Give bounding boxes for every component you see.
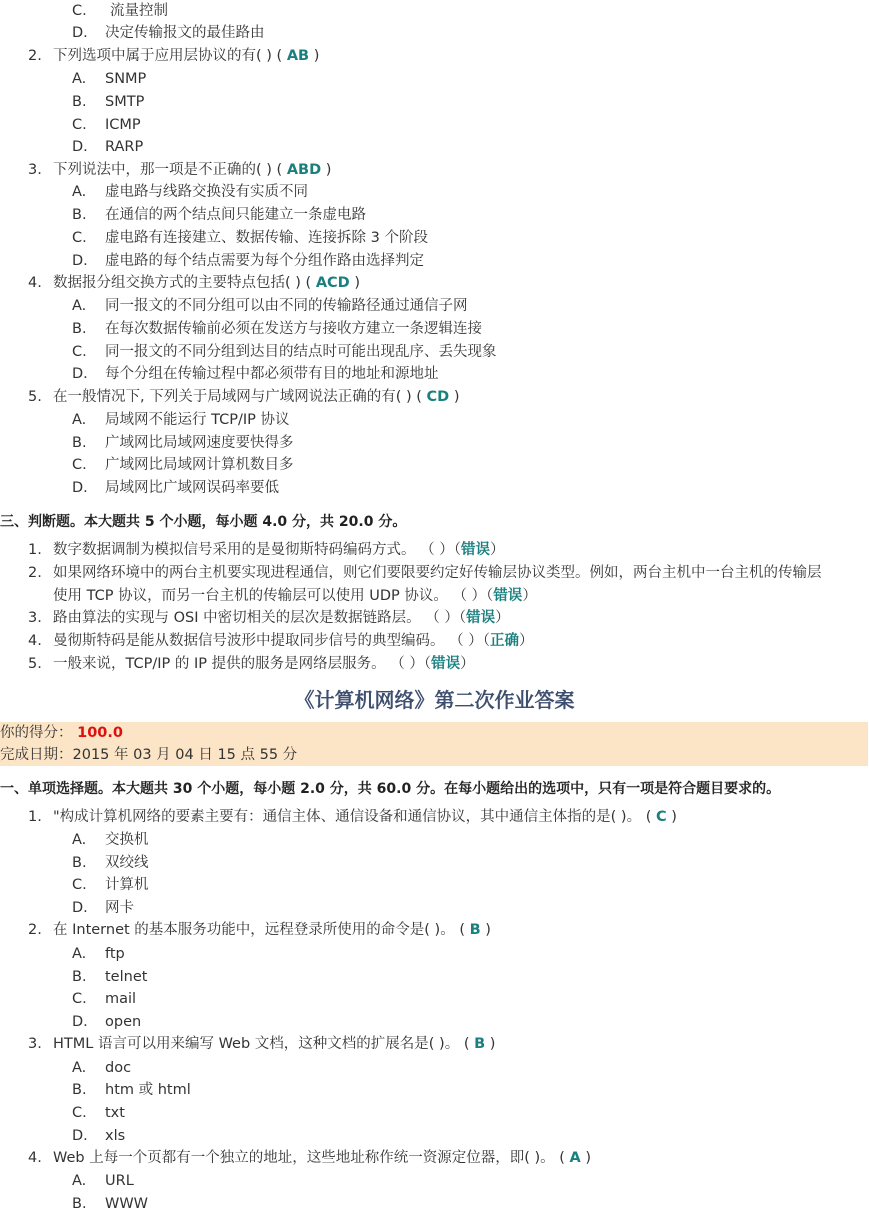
- option-label: A.: [72, 1173, 87, 1189]
- question-number: 5.: [28, 389, 42, 405]
- option-label: D.: [72, 366, 88, 382]
- option-label: C.: [72, 457, 87, 473]
- question-text: Web 上每一个页都有一个独立的地址，这些地址称作统一资源定位器，即( )。 ( A ): [53, 1150, 592, 1166]
- section-heading: 三、判断题。本大题共 5 个小题，每小题 4.0 分，共 20.0 分。: [0, 514, 407, 530]
- option-text: telnet: [105, 969, 148, 985]
- option-text: 虚电路有连接建立、数据传输、连接拆除 3 个阶段: [105, 230, 428, 246]
- question-number: 3.: [28, 162, 42, 178]
- answer-key: 错误: [466, 610, 496, 626]
- question-number: 1.: [28, 542, 42, 558]
- option-label: C.: [72, 991, 87, 1007]
- option-label: C.: [72, 877, 87, 893]
- question-number: 4.: [28, 1150, 42, 1166]
- date-label: 完成日期：: [0, 747, 73, 763]
- option-label: C.: [72, 1105, 87, 1121]
- option-text: 决定传输报文的最佳路由: [105, 25, 265, 41]
- question-text: 下列选项中属于应用层协议的有( ) ( AB ): [53, 48, 320, 64]
- answer-key: CD: [426, 389, 450, 405]
- date-row: [0, 744, 297, 766]
- option-label: B.: [72, 94, 87, 110]
- option-label: C.: [72, 230, 87, 246]
- option-text: SMTP: [105, 94, 145, 110]
- answer-key: AB: [286, 48, 310, 64]
- option-label: D.: [72, 1128, 88, 1144]
- question-number: 2.: [28, 922, 42, 938]
- option-text: 广域网比局域网计算机数目多: [105, 457, 294, 473]
- option-text: 同一报文的不同分组到达目的结点时可能出现乱序、丢失现象: [105, 344, 497, 360]
- option-label: D.: [72, 900, 88, 916]
- option-label: A.: [72, 71, 87, 87]
- option-text: 同一报文的不同分组可以由不同的传输路径通过通信子网: [105, 298, 468, 314]
- question-number: 2.: [28, 565, 42, 581]
- score-row: [0, 722, 123, 744]
- option-label: A.: [72, 946, 87, 962]
- question-text: 一般来说，TCP/IP 的 IP 提供的服务是网络层服务。 （ ）（错误）: [53, 656, 475, 672]
- option-text: URL: [105, 1173, 134, 1189]
- option-text: 每个分组在传输过程中都必须带有目的地址和源地址: [105, 366, 439, 382]
- option-label: D.: [72, 25, 88, 41]
- option-label: B.: [72, 1082, 87, 1098]
- option-text: 广域网比局域网速度要快得多: [105, 435, 294, 451]
- answer-key: C: [655, 809, 667, 825]
- option-text: htm 或 html: [105, 1082, 191, 1098]
- option-label: A.: [72, 832, 87, 848]
- question-number: 1.: [28, 809, 42, 825]
- question-text: 在一般情况下, 下列关于局域网与广域网说法正确的有( ) ( CD ): [53, 389, 460, 405]
- option-text: ftp: [105, 946, 125, 962]
- question-text: HTML 语言可以用来编写 Web 文档，这种文档的扩展名是( )。 ( B ): [53, 1036, 496, 1052]
- answer-key: 正确: [489, 633, 519, 649]
- option-label: B.: [72, 969, 87, 985]
- option-label: B.: [72, 435, 87, 451]
- question-number: 4.: [28, 633, 42, 649]
- option-text: 局域网比广域网误码率要低: [105, 480, 279, 496]
- question-text: 路由算法的实现与 OSI 中密切相关的层次是数据链路层。 （ ）（错误）: [53, 610, 510, 626]
- option-text: 网卡: [105, 900, 134, 916]
- answer-key: B: [474, 1036, 486, 1052]
- option-text: 双绞线: [105, 855, 149, 871]
- option-label: A.: [72, 184, 87, 200]
- option-text: WWW: [105, 1196, 149, 1212]
- answer-key: 错误: [431, 656, 461, 672]
- option-text: 在每次数据传输前必须在发送方与接收方建立一条逻辑连接: [105, 321, 482, 337]
- option-label: A.: [72, 298, 87, 314]
- option-label: B.: [72, 855, 87, 871]
- option-text: 计算机: [105, 877, 149, 893]
- question-number: 2.: [28, 48, 42, 64]
- question-text: "构成计算机网络的要素主要有：通信主体、通信设备和通信协议，其中通信主体指的是( )。 ( C ): [53, 809, 677, 825]
- option-label: A.: [72, 1060, 87, 1076]
- question-number: 5.: [28, 656, 42, 672]
- question-text: 数字数据调制为模拟信号采用的是曼彻斯特码编码方式。 （ ）（错误）: [53, 542, 505, 558]
- question-text: 曼彻斯特码是能从数据信号波形中提取同步信号的典型编码。 （ ）（正确）: [53, 633, 534, 649]
- option-label: B.: [72, 1196, 87, 1212]
- option-text: open: [105, 1014, 142, 1030]
- question-text: 下列说法中，那一项是不正确的( ) ( ABD ): [53, 162, 332, 178]
- option-label: C.: [72, 344, 87, 360]
- option-text: 虚电路与线路交换没有实质不同: [105, 184, 308, 200]
- option-text: txt: [105, 1105, 125, 1121]
- option-label: C.: [72, 3, 87, 19]
- option-text: 虚电路的每个结点需要为每个分组作路由选择判定: [105, 253, 424, 269]
- option-label: D.: [72, 480, 88, 496]
- option-label: B.: [72, 321, 87, 337]
- score-label: 你的得分：: [0, 725, 73, 741]
- question-number: 3.: [28, 610, 42, 626]
- option-label: A.: [72, 412, 87, 428]
- option-text: 局域网不能运行 TCP/IP 协议: [105, 412, 290, 428]
- answer-key: 错误: [460, 542, 490, 558]
- answer-key: B: [469, 922, 481, 938]
- option-label: D.: [72, 139, 88, 155]
- option-text: doc: [105, 1060, 132, 1076]
- section-heading: 一、单项选择题。本大题共 30 个小题，每小题 2.0 分，共 60.0 分。在每小题给出的选项中，只有一项是符合题目要求的。: [0, 781, 781, 797]
- page-title: 《计算机网络》第二次作业答案: [294, 688, 575, 712]
- answer-key: A: [569, 1150, 581, 1166]
- option-label: D.: [72, 1014, 88, 1030]
- option-text: RARP: [105, 139, 144, 155]
- score-value: 100.0: [77, 725, 123, 741]
- option-text: 在通信的两个结点间只能建立一条虚电路: [105, 207, 366, 223]
- option-text: mail: [105, 991, 137, 1007]
- option-label: B.: [72, 207, 87, 223]
- question-text: 使用 TCP 协议，而另一台主机的传输层可以使用 UDP 协议。 （ ）（错误）: [53, 588, 537, 604]
- answer-key: 错误: [493, 588, 523, 604]
- option-text: 交换机: [105, 832, 149, 848]
- question-text: 如果网络环境中的两台主机要实现进程通信，则它们要限要约定好传输层协议类型。例如，两台主机中一台主机的传输层: [53, 565, 822, 581]
- question-number: 3.: [28, 1036, 42, 1052]
- answer-key: ABD: [286, 162, 322, 178]
- question-text: 在 Internet 的基本服务功能中，远程登录所使用的命令是( )。 ( B ): [53, 922, 491, 938]
- option-label: D.: [72, 253, 88, 269]
- score-panel: [0, 722, 868, 766]
- answer-key: ACD: [315, 275, 350, 291]
- option-text: ICMP: [105, 117, 141, 133]
- date-value: 2015 年 03 月 04 日 15 点 55 分: [72, 747, 298, 763]
- option-label: C.: [72, 117, 87, 133]
- option-text: 流量控制: [110, 3, 168, 19]
- option-text: SNMP: [105, 71, 147, 87]
- question-number: 4.: [28, 275, 42, 291]
- question-text: 数据报分组交换方式的主要特点包括( ) ( ACD ): [53, 275, 360, 291]
- option-text: xls: [105, 1128, 126, 1144]
